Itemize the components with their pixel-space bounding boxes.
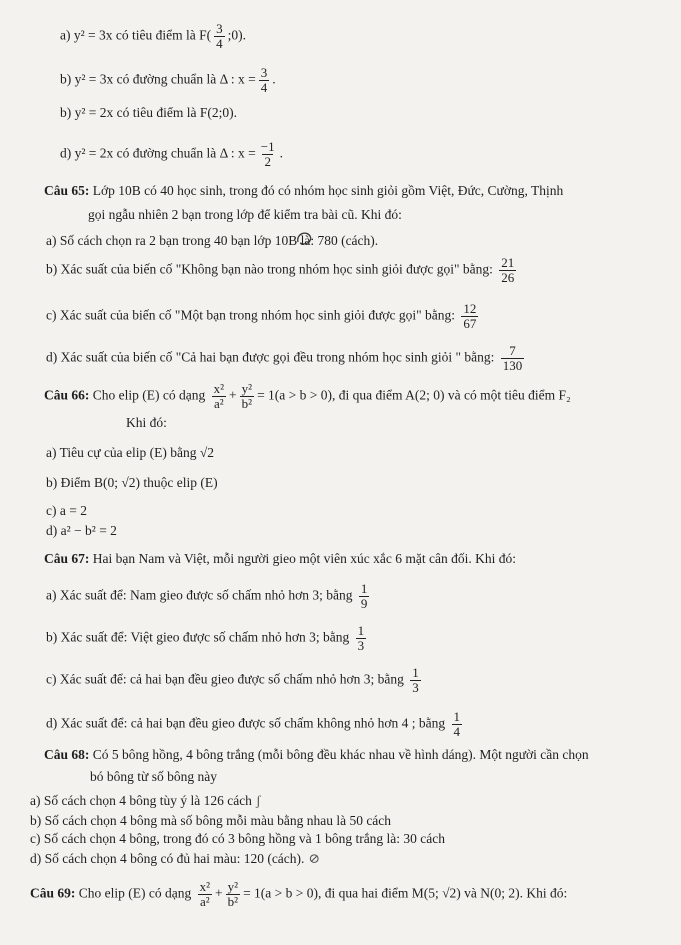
fraction [259,66,270,95]
fraction-num: y² [241,381,253,396]
fraction-num: 3 [260,65,268,80]
option-text: a) Số cách chọn 4 bông tùy ý là 126 cách [30,793,252,808]
option-text: y² = 2x có đường chuẩn là Δ : x = [74,145,256,161]
fraction-num: 1 [360,581,368,596]
fraction-den: b² [241,396,253,411]
question-stem: Lớp 10B có 40 học sinh, trong đó có nhóm học sinh giỏi gồm Việt, Đức, Cường, Thịnh [92,183,564,198]
fraction-y [226,880,240,909]
q68-option-a [30,792,261,811]
q66-option-d: d) a² − b² = 2 [46,523,117,538]
question-stem-tail: = 1(a > b > 0), đi qua điểm A(2; 0) và có một tiêu điểm F₂ [257,387,571,403]
question-label: Câu 65: [44,183,90,198]
question-label: Câu 66: [44,387,90,403]
q67-stem [44,550,516,568]
option-text: b) Xác suất của biến cố "Không bạn nào trong nhóm học sinh giỏi được gọi" bằng: [46,261,493,277]
fraction [452,710,463,739]
question-stem: Hai bạn Nam và Việt, mỗi người gieo một viên xúc xắc 6 mặt cân đối. Khi đó: [92,551,516,566]
q64-option-d [60,140,283,169]
fraction [259,140,277,169]
option-text: d) Xác suất để: cả hai bạn đều gieo được số chấm không nhỏ hơn 4 ; bằng [46,715,446,731]
q65-option-c [46,302,481,331]
fraction-num: 7 [509,343,516,358]
fraction [410,666,421,695]
q67-option-a [46,582,372,611]
question-stem: Có 5 bông hồng, 4 bông trắng (mỗi bông đều khác nhau về hình dáng). Một người cần chọn [92,747,589,762]
question-label: Câu 69: [30,885,76,901]
question-stem: Cho elip (E) có dạng [78,885,192,901]
option-text: c) Xác suất để: cả hai bạn đều gieo được số chấm nhỏ hơn 3; bằng [46,671,404,687]
q68-stem-line1 [44,746,589,764]
fraction-den: 9 [360,596,368,611]
fraction [501,344,525,373]
fraction-y [240,382,254,411]
q64-option-b2 [60,104,237,122]
q67-option-d [46,710,465,739]
option-text-tail: . [279,145,283,161]
fraction-num: −1 [260,139,275,154]
question-label: Câu 67: [44,551,90,566]
plus-sign: + [215,885,223,901]
q66-option-c: c) a = 2 [46,503,87,518]
fraction-den: 26 [501,270,515,285]
option-text: y² = 3x có đường chuẩn là Δ : x = [74,71,256,87]
fraction-den: b² [227,894,239,909]
fraction-num: 1 [453,709,460,724]
q66-stem [44,382,571,411]
fraction-num: x² [213,381,225,396]
q65-option-d [46,344,527,373]
q68-option-d [30,850,320,869]
fraction-num: 3 [216,21,223,36]
fraction [214,22,225,51]
question-stem-tail: = 1(a > b > 0), đi qua hai điểm M(5; √2) và N(0; 2). Khi đó: [243,885,568,901]
q68-stem-line2: bó bông từ số bông này [90,769,217,784]
option-prefix: a) [60,27,71,43]
option-text: a) Xác suất để: Nam gieo được số chấm nhỏ hơn 3; bằng [46,587,353,603]
q66-option-b: b) Điểm B(0; √2) thuộc elip (E) [46,475,218,490]
fraction [359,582,370,611]
fraction-num: 1 [412,665,419,680]
option-text: d) Xác suất của biến cố "Cả hai bạn được gọi đều trong nhóm học sinh giỏi " bằng: [46,349,495,365]
fraction-den: 4 [453,724,460,739]
fraction-num: 21 [501,255,515,270]
fraction-den: 2 [264,154,271,169]
option-text: b) Xác suất để: Việt gieo được số chấm nhỏ hơn 3; bằng [46,629,350,645]
q68-option-c: c) Số cách chọn 4 bông, trong đó có 3 bông hồng và 1 bông trắng là: 30 cách [30,831,446,846]
q65-stem-line2: gọi ngẫu nhiên 2 bạn trong lớp để kiểm tra bài cũ. Khi đó: [88,207,402,222]
plus-sign: + [229,387,237,403]
q67-option-b [46,624,369,653]
option-text: y² = 3x có tiêu điểm là F( [73,27,212,43]
q66-khi-do: Khi đó: [126,415,167,430]
fraction [461,302,478,331]
option-prefix: b) [60,105,72,120]
question-label: Câu 68: [44,747,90,762]
q65-option-a: a) Số cách chọn ra 2 bạn trong 40 bạn lớp 10B là: 780 (cách). [46,233,379,248]
fraction-den: 3 [412,680,419,695]
pen-mark-icon: ⊘ [308,852,321,867]
fraction-num: 12 [463,301,477,316]
q69-stem [30,880,567,909]
question-stem: Cho elip (E) có dạng [92,387,206,403]
q64-option-b1 [60,66,276,95]
option-text-tail: . [272,71,276,87]
fraction-x [198,880,212,909]
fraction-num: x² [199,879,211,894]
q65-stem-line1 [44,182,563,200]
option-text: c) Xác suất của biến cố "Một bạn trong nhóm học sinh giỏi được gọi" bằng: [46,307,456,323]
q67-option-c [46,666,424,695]
option-text: d) Số cách chọn 4 bông có đủ hai màu: 120 (cách). [30,851,305,866]
fraction-num: 1 [357,623,365,638]
fraction-den: 67 [463,316,477,331]
fraction-x [212,382,226,411]
q64-option-a [60,22,246,51]
fraction-den: a² [199,894,210,909]
fraction-den: a² [213,396,224,411]
pen-circle-mark-icon [294,228,316,250]
fraction [356,624,367,653]
option-text-tail: ;0). [227,27,247,43]
q68-option-b: b) Số cách chọn 4 bông mà số bông mỗi màu bằng nhau là 50 cách [30,813,392,828]
fraction [499,256,516,285]
fraction-den: 4 [260,80,268,95]
pen-mark-icon: ʃ [255,794,261,809]
fraction-den: 130 [502,358,523,373]
fraction-den: 4 [216,36,223,51]
option-text: y² = 2x có tiêu điểm là F(2;0). [74,105,238,120]
q65-option-b [46,256,519,285]
option-prefix: b) [60,71,72,87]
option-prefix: d) [60,145,72,161]
fraction-den: 3 [357,638,365,653]
q66-option-a: a) Tiêu cự của elip (E) bằng √2 [46,445,215,460]
fraction-num: y² [227,879,239,894]
